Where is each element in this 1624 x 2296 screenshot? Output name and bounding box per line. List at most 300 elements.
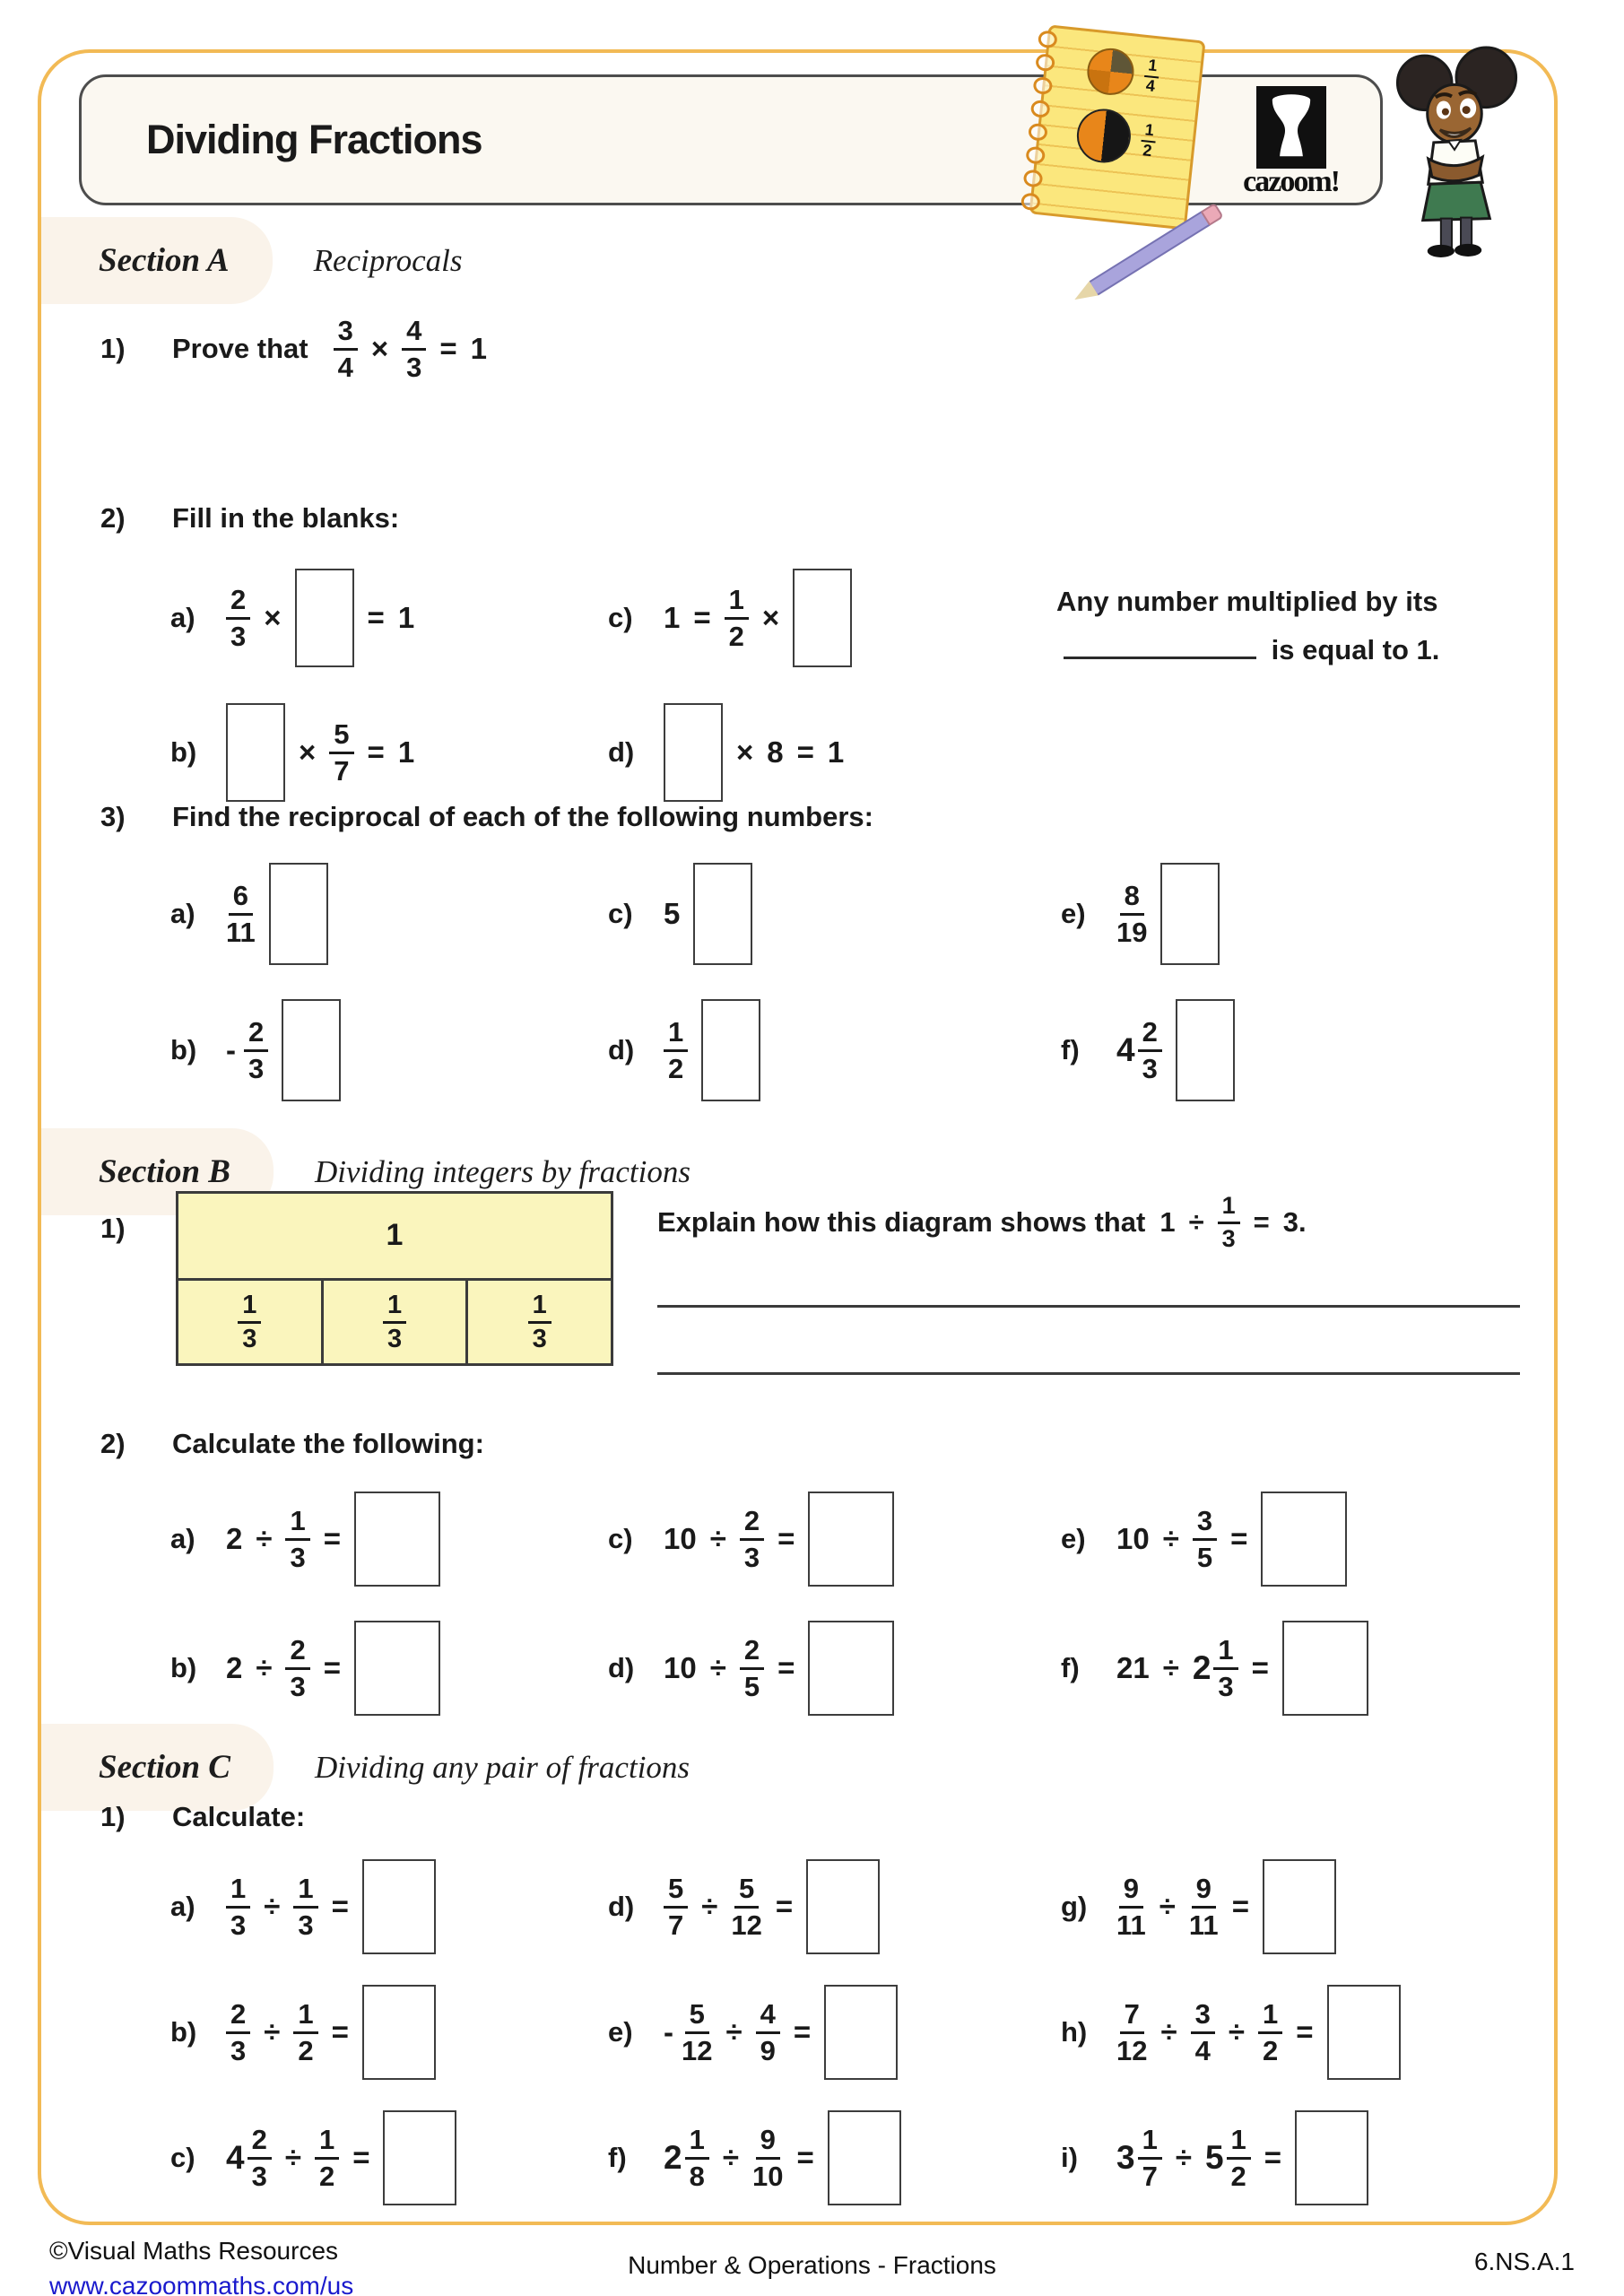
number: 10 <box>664 1522 697 1555</box>
numerator: 2 <box>248 2125 272 2160</box>
fraction <box>383 1292 406 1353</box>
number: 8 <box>767 735 784 769</box>
numerator: 2 <box>226 585 250 620</box>
problem-column <box>608 846 1061 1118</box>
math-expression <box>226 2110 456 2205</box>
fraction <box>740 1635 764 1702</box>
numerator: 1 <box>238 1292 261 1324</box>
question-number: 1) <box>100 1801 126 1832</box>
section-c-subtitle: Dividing any pair of fractions <box>315 1749 690 1785</box>
number: 1 <box>664 601 681 634</box>
problem-column <box>1061 1474 1368 1733</box>
operator: ÷ <box>701 1890 718 1923</box>
item-label: b) <box>170 1652 197 1683</box>
numerator: 1 <box>293 1874 317 1909</box>
numerator: 5 <box>664 1874 688 1909</box>
item-label: i) <box>1061 2142 1078 2173</box>
math-expression <box>226 703 414 802</box>
operator: = <box>793 2015 812 2048</box>
mixed-number <box>664 2125 709 2192</box>
item-label: c) <box>608 898 633 929</box>
item-label: c) <box>608 602 633 633</box>
problem-column <box>608 1844 1061 2221</box>
denominator: 12 <box>1116 2035 1148 2066</box>
whole-number-part: 2 <box>664 2139 682 2176</box>
problem-row <box>608 1970 1061 2095</box>
fraction <box>329 719 353 787</box>
numerator: 1 <box>1144 57 1160 78</box>
answer-box[interactable] <box>282 999 341 1101</box>
question-number: 3) <box>100 801 126 832</box>
item-label: f) <box>1061 1652 1080 1683</box>
mixed-number <box>1116 1017 1162 1084</box>
math-expression <box>226 1621 440 1716</box>
answer-box[interactable] <box>1160 863 1220 965</box>
numerator: 3 <box>334 316 358 351</box>
operator: ÷ <box>264 2015 281 2048</box>
math-expression <box>1116 863 1220 965</box>
answer-box[interactable] <box>1261 1492 1347 1587</box>
question-prompt: Prove that <box>172 333 308 365</box>
problem-row <box>170 846 608 982</box>
fraction <box>1116 1874 1146 1941</box>
fraction <box>293 1874 317 1941</box>
problem-row <box>1061 1970 1401 2095</box>
math-expression <box>664 569 852 667</box>
numerator: 2 <box>1138 1017 1162 1052</box>
numerator: 1 <box>285 1506 309 1541</box>
numerator: 1 <box>1213 1635 1238 1670</box>
item-label: d) <box>608 736 635 768</box>
quarter-pie-icon <box>1085 46 1136 97</box>
denominator: 7 <box>334 755 350 787</box>
item-label: c) <box>170 2142 195 2173</box>
fraction <box>1193 1506 1217 1573</box>
numerator: 3 <box>1193 1506 1217 1541</box>
problem-column <box>170 551 608 820</box>
item-label: a) <box>170 1523 195 1554</box>
numerator: 1 <box>1142 121 1158 143</box>
problem-column <box>1061 846 1235 1118</box>
mixed-number <box>226 2125 272 2192</box>
denominator: 7 <box>1142 2161 1158 2192</box>
fraction <box>664 1017 688 1084</box>
operator: = <box>323 1522 342 1555</box>
operator: = <box>1264 2141 1282 2174</box>
operator: ÷ <box>1228 2015 1245 2048</box>
problem-row <box>608 846 1061 982</box>
answer-box[interactable] <box>362 1985 436 2080</box>
note-text-before: Any number multiplied by its <box>1056 586 1438 617</box>
fraction <box>238 1292 261 1353</box>
problem-row <box>608 1474 1061 1604</box>
item-label: e) <box>608 2016 633 2048</box>
denominator: 3 <box>386 1325 403 1353</box>
fraction <box>752 2125 783 2192</box>
denominator: 10 <box>751 2161 784 2192</box>
problem-row <box>608 1844 1061 1970</box>
math-expression <box>664 2110 901 2205</box>
footer-link[interactable]: www.cazoommaths.com/us <box>49 2272 354 2296</box>
numerator: 1 <box>1218 1193 1240 1224</box>
fraction <box>685 2125 709 2192</box>
numerator: 6 <box>229 881 253 916</box>
fraction <box>1138 1017 1162 1084</box>
number: 5 <box>664 897 681 930</box>
question-prompt: Calculate: <box>172 1801 306 1832</box>
drum-icon <box>1256 86 1326 169</box>
math-expression <box>226 1985 436 2080</box>
math-expression <box>1116 1985 1401 2080</box>
section-a-subtitle: Reciprocals <box>313 242 463 278</box>
denominator: 3 <box>290 1542 306 1573</box>
student-character-illustration <box>1388 45 1524 262</box>
reciprocal-note <box>1056 578 1492 675</box>
fraction-bar-diagram <box>176 1191 613 1366</box>
fraction <box>315 2125 339 2192</box>
bar-third-cell <box>324 1278 469 1366</box>
operator: ÷ <box>1188 1206 1204 1239</box>
problem-row <box>170 1604 608 1733</box>
denominator: 3 <box>242 1325 257 1353</box>
number: 2 <box>226 1522 243 1555</box>
problem-row <box>170 551 608 685</box>
numerator: 1 <box>293 1999 317 2034</box>
denominator: 3 <box>290 1671 306 1702</box>
whole-number-part: 4 <box>1116 1031 1135 1068</box>
fraction <box>1258 1999 1282 2066</box>
fill-blank-line[interactable] <box>1064 630 1256 659</box>
math-expression <box>1116 1492 1347 1587</box>
bar-third-cell <box>176 1278 324 1366</box>
number: 1 <box>397 601 415 634</box>
denominator: 3 <box>251 2161 267 2192</box>
numerator: 9 <box>1192 1874 1216 1909</box>
numerator: 5 <box>329 719 353 754</box>
item-label: f) <box>608 2142 627 2173</box>
number: 2 <box>226 1651 243 1684</box>
numerator: 1 <box>725 585 749 620</box>
fraction <box>248 2125 272 2192</box>
operator: = <box>323 1651 342 1684</box>
operator: ÷ <box>722 2141 739 2174</box>
operator: = <box>1230 1522 1248 1555</box>
answer-box[interactable] <box>701 999 760 1101</box>
fraction <box>226 881 256 948</box>
operator: = <box>1296 2015 1314 2048</box>
one-quarter-fraction <box>1142 57 1160 96</box>
problem-row <box>1061 1474 1368 1604</box>
brand-name: cazoom! <box>1243 165 1339 198</box>
denominator: 11 <box>1188 1909 1219 1941</box>
operator: ÷ <box>264 1890 281 1923</box>
fraction <box>402 316 426 383</box>
fraction <box>226 585 250 652</box>
denominator: 2 <box>668 1053 684 1084</box>
item-label: d) <box>608 1891 635 1922</box>
item-label: e) <box>1061 898 1086 929</box>
question-prompt: Calculate the following: <box>172 1428 484 1459</box>
minus-sign: - <box>664 2015 673 2048</box>
answer-box[interactable] <box>295 569 354 667</box>
operator: = <box>439 332 457 366</box>
fraction <box>740 1506 764 1573</box>
operator: ÷ <box>1160 2015 1177 2048</box>
question-a3-grid <box>170 846 1235 1118</box>
numerator: 2 <box>285 1635 309 1670</box>
operator: = <box>367 601 385 634</box>
operator: = <box>331 1890 349 1923</box>
math-expression <box>664 1985 898 2080</box>
fraction <box>682 1999 712 2066</box>
operator: ÷ <box>284 2141 301 2174</box>
fraction <box>756 1999 780 2066</box>
answer-box[interactable] <box>828 2110 901 2205</box>
fraction <box>226 1874 250 1941</box>
question-number: 1) <box>100 333 126 365</box>
math-expression <box>1116 1621 1368 1716</box>
denominator: 3 <box>1221 1225 1236 1253</box>
operator: = <box>777 1651 795 1684</box>
denominator: 11 <box>226 917 256 948</box>
answer-box[interactable] <box>383 2110 456 2205</box>
numerator: 3 <box>1191 1999 1215 2034</box>
denominator: 5 <box>743 1671 760 1702</box>
number: 21 <box>1116 1651 1150 1684</box>
cazoom-logo <box>1243 86 1339 199</box>
answer-box[interactable] <box>793 569 852 667</box>
denominator: 3 <box>1218 1671 1234 1702</box>
answer-box[interactable] <box>1295 2110 1368 2205</box>
denominator: 2 <box>1230 2161 1246 2192</box>
explain-text: Explain how this diagram shows that <box>657 1206 1146 1239</box>
problem-column <box>608 1474 1061 1733</box>
operator: ÷ <box>256 1522 273 1555</box>
fraction <box>1227 2125 1251 2192</box>
numerator: 9 <box>1119 1874 1143 1909</box>
whole-number-part: 3 <box>1116 2139 1135 2176</box>
problem-row <box>608 685 1061 820</box>
denominator: 3 <box>230 1909 247 1941</box>
operator: = <box>775 1890 794 1923</box>
fraction <box>1213 1635 1238 1702</box>
bar-whole-cell: 1 <box>176 1191 613 1281</box>
fraction <box>1191 1999 1215 2066</box>
whole-number-part: 4 <box>226 2139 245 2176</box>
bar-thirds-row <box>176 1278 613 1366</box>
answer-line[interactable] <box>657 1305 1520 1308</box>
notebook-illustration <box>1029 24 1205 230</box>
problem-column <box>170 1844 608 2221</box>
numerator: 1 <box>1227 2125 1251 2160</box>
operator: = <box>352 2141 370 2174</box>
problem-column <box>1061 1844 1401 2221</box>
operator: = <box>777 1522 795 1555</box>
numerator: 1 <box>685 2125 709 2160</box>
denominator: 3 <box>298 1909 314 1941</box>
item-label: d) <box>608 1034 635 1065</box>
denominator: 11 <box>1116 1909 1146 1941</box>
question-a2 <box>100 502 399 535</box>
numerator: 8 <box>1120 881 1144 916</box>
item-label: b) <box>170 2016 197 2048</box>
whole-number-part: 5 <box>1204 2139 1224 2176</box>
operator: ÷ <box>1159 1890 1176 1923</box>
answer-box[interactable] <box>1263 1859 1336 1954</box>
denominator: 3 <box>743 1542 760 1573</box>
operator: × <box>299 735 317 769</box>
denominator: 3 <box>406 352 422 384</box>
item-label: f) <box>1061 1034 1080 1065</box>
operator: × <box>761 601 780 634</box>
half-pie-icon <box>1074 107 1133 166</box>
numerator: 1 <box>315 2125 339 2160</box>
answer-box[interactable] <box>226 703 285 802</box>
problem-row <box>170 982 608 1118</box>
denominator: 3 <box>230 621 247 652</box>
problem-row <box>608 551 1061 685</box>
question-a3 <box>100 801 873 833</box>
answer-box[interactable] <box>354 1621 440 1716</box>
item-label: d) <box>608 1652 635 1683</box>
minus-sign: - <box>226 1033 236 1066</box>
number: 10 <box>1116 1522 1150 1555</box>
answer-box[interactable] <box>808 1492 894 1587</box>
problem-row <box>170 2095 608 2221</box>
operator: = <box>1231 1890 1249 1923</box>
standard-code: 6.NS.A.1 <box>1473 2248 1575 2275</box>
question-number: 1) <box>100 1213 126 1244</box>
operator: ÷ <box>709 1651 726 1684</box>
denominator: 9 <box>760 2035 776 2066</box>
number: 1 <box>470 332 488 366</box>
fraction <box>528 1292 551 1353</box>
fraction <box>244 1017 268 1084</box>
item-label: c) <box>608 1523 633 1554</box>
numerator: 5 <box>734 1874 759 1909</box>
question-prompt: Fill in the blanks: <box>172 502 400 534</box>
fraction <box>725 585 749 652</box>
math-expression <box>664 999 760 1101</box>
denominator: 12 <box>682 2035 713 2066</box>
answer-box[interactable] <box>824 1985 898 2080</box>
answer-box[interactable] <box>693 863 752 965</box>
answer-box[interactable] <box>1282 1621 1368 1716</box>
fraction <box>226 1999 250 2066</box>
question-b2-grid <box>170 1474 1368 1733</box>
operator: ÷ <box>256 1651 273 1684</box>
number: 1 <box>1159 1206 1176 1239</box>
numerator: 7 <box>1120 1999 1144 2034</box>
fraction <box>285 1506 309 1573</box>
numerator: 1 <box>1138 2125 1162 2160</box>
math-expression <box>664 1492 894 1587</box>
math-expression <box>226 863 328 965</box>
operator: = <box>796 735 814 769</box>
math-expression <box>226 1492 440 1587</box>
answer-box[interactable] <box>808 1621 894 1716</box>
question-number: 2) <box>100 502 126 534</box>
numerator: 4 <box>402 316 426 351</box>
section-b-subtitle: Dividing integers by fractions <box>315 1153 690 1189</box>
answer-box[interactable] <box>362 1859 436 1954</box>
answer-box[interactable] <box>1327 1985 1401 2080</box>
question-b2 <box>100 1428 484 1460</box>
numerator: 2 <box>226 1999 250 2034</box>
math-expression <box>226 1859 436 1954</box>
problem-row <box>1061 2095 1401 2221</box>
number: 10 <box>664 1651 697 1684</box>
item-label: a) <box>170 898 195 929</box>
denominator: 2 <box>1142 140 1153 160</box>
numerator: 2 <box>740 1506 764 1541</box>
mixed-number <box>1193 1635 1238 1702</box>
denominator: 8 <box>689 2161 705 2192</box>
answer-line[interactable] <box>657 1372 1520 1375</box>
answer-box[interactable] <box>1176 999 1235 1101</box>
denominator: 3 <box>1142 1053 1158 1084</box>
answer-box[interactable] <box>269 863 328 965</box>
fraction <box>1189 1874 1219 1941</box>
copyright-text: ©Visual Maths Resources <box>49 2237 339 2265</box>
answer-box[interactable] <box>664 703 723 802</box>
item-label: b) <box>170 1034 197 1065</box>
numerator: 1 <box>664 1017 688 1052</box>
mixed-number <box>1205 2125 1251 2192</box>
problem-row <box>170 1970 608 2095</box>
math-expression <box>1116 1859 1336 1954</box>
number: 1 <box>827 735 845 769</box>
operator: = <box>1251 1651 1269 1684</box>
problem-row <box>1061 1844 1401 1970</box>
operator: ÷ <box>709 1522 726 1555</box>
math-expression <box>1116 999 1235 1101</box>
item-label: h) <box>1061 2016 1088 2048</box>
answer-box[interactable] <box>354 1492 440 1587</box>
question-a2-grid <box>170 551 1061 820</box>
operator: × <box>736 735 754 769</box>
denominator: 4 <box>1194 2035 1211 2066</box>
item-label: a) <box>170 602 195 633</box>
numerator: 2 <box>740 1635 764 1670</box>
page-title: Dividing Fractions <box>146 117 482 162</box>
math-expression <box>664 863 752 965</box>
denominator: 12 <box>731 1909 762 1941</box>
math-expression <box>334 316 487 383</box>
answer-box[interactable] <box>806 1859 880 1954</box>
note-text-after: is equal to 1. <box>1271 634 1440 666</box>
numerator: 1 <box>383 1292 406 1324</box>
operator: = <box>796 2141 814 2174</box>
operator: = <box>1253 1206 1270 1239</box>
denominator: 3 <box>230 2035 247 2066</box>
problem-row <box>608 2095 1061 2221</box>
item-label: a) <box>170 1891 195 1922</box>
fraction <box>731 1874 761 1941</box>
problem-column <box>170 846 608 1118</box>
denominator: 2 <box>1262 2035 1279 2066</box>
numerator: 1 <box>1258 1999 1282 2034</box>
question-c1-grid <box>170 1844 1401 2221</box>
mixed-number <box>1116 2125 1162 2192</box>
section-a-header <box>41 217 463 304</box>
problem-row <box>1061 1604 1368 1733</box>
section-c-header <box>41 1724 690 1811</box>
footer-subject: Number & Operations - Fractions <box>628 2251 996 2279</box>
problem-row <box>1061 846 1235 982</box>
denominator: 4 <box>1145 75 1157 95</box>
operator: = <box>331 2015 349 2048</box>
